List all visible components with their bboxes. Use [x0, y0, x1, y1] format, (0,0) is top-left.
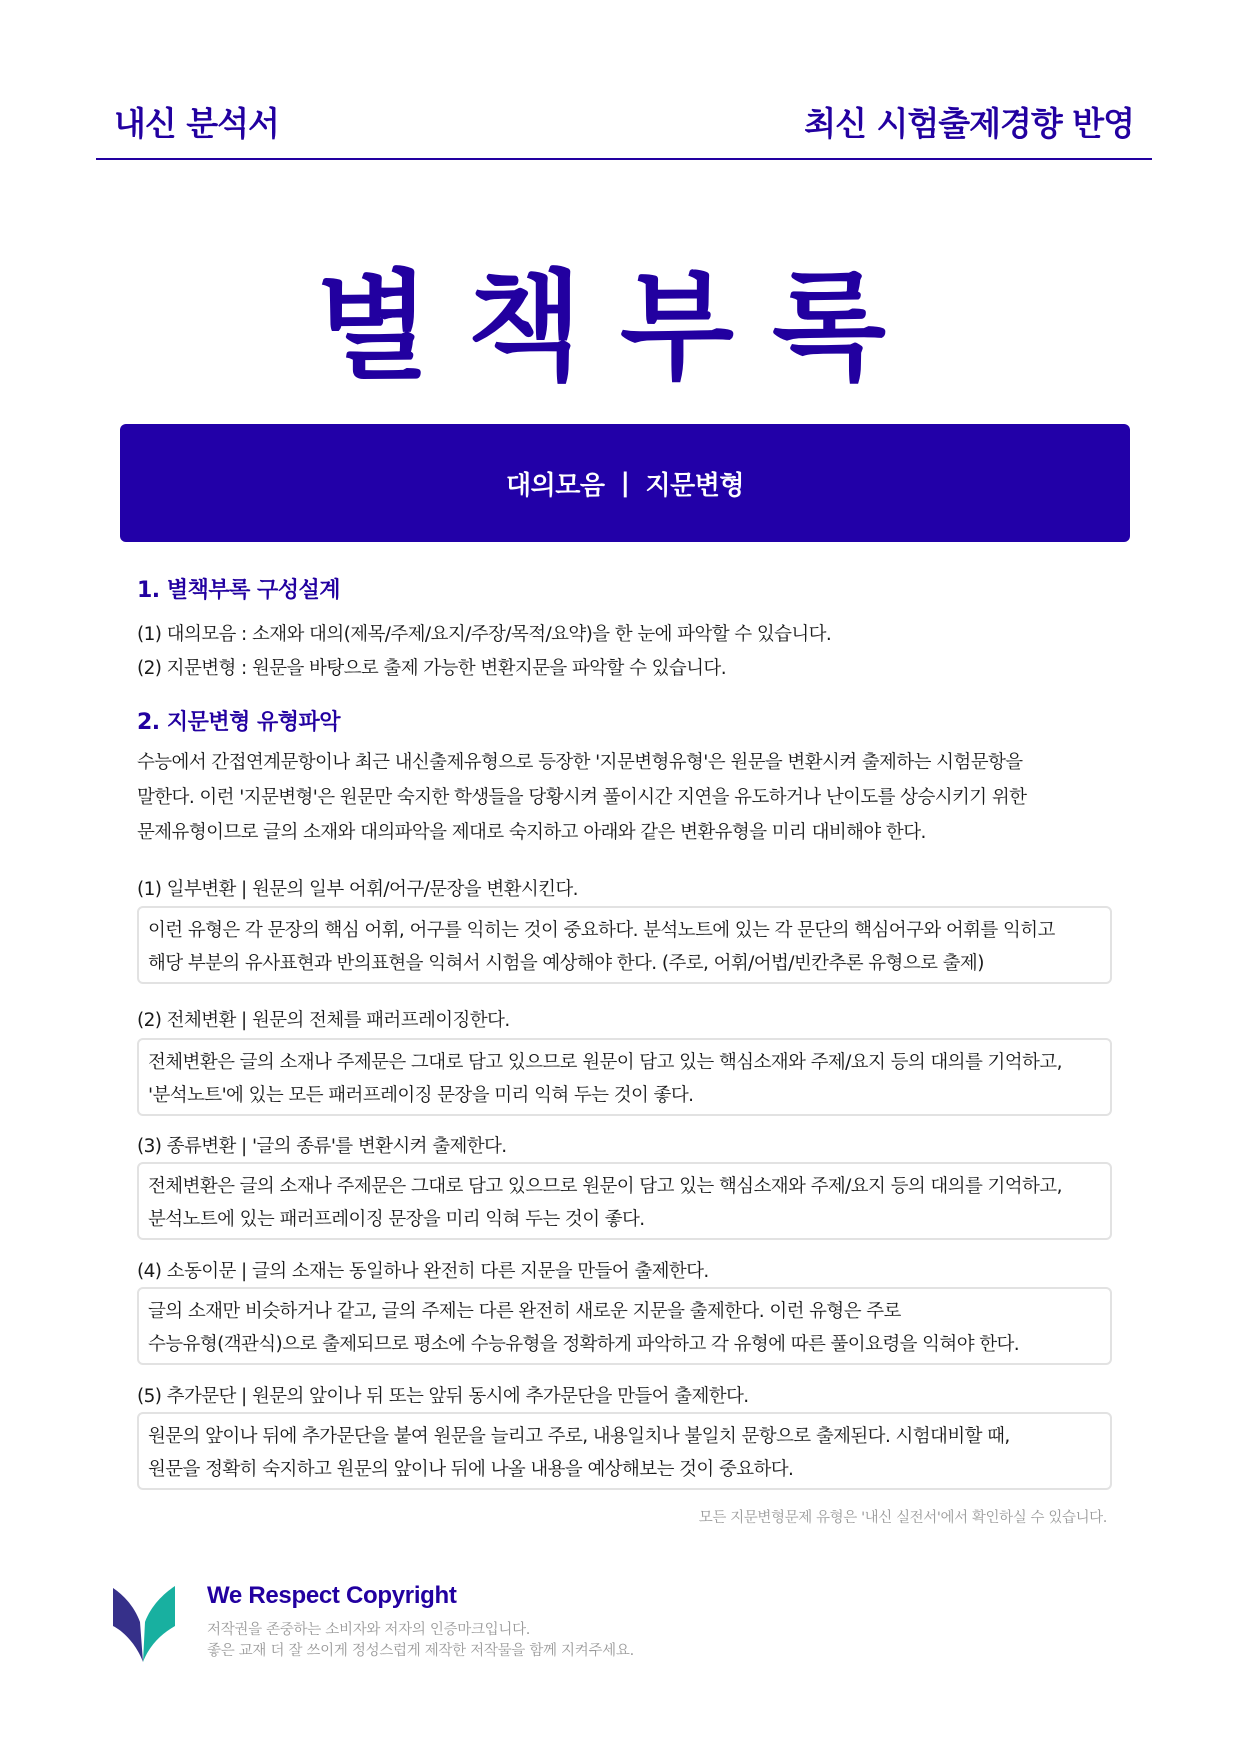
type-box-line: 전체변환은 글의 소재나 주제문은 그대로 담고 있으므로 원문이 담고 있는 핵심소재와 주제/요지 등의 대의를 기억하고, [148, 1176, 1062, 1197]
section1-heading: 1. 별책부록 구성설계 [137, 578, 340, 603]
section1-item: (1) 대의모음 : 소재와 대의(제목/주제/요지/주장/목적/요약)을 한 눈에 파악할 수 있습니다. [137, 624, 832, 645]
type-label-added-paragraph: (5) 추가문단 | 원문의 앞이나 뒤 또는 앞뒤 동시에 추가문단을 만들어 출제한다. [137, 1386, 749, 1407]
reference-note: 모든 지문변형문제 유형은 '내신 실전서'에서 확인하실 수 있습니다. [698, 1510, 1107, 1526]
copyright-line: 저작권을 존중하는 소비자와 저자의 인증마크입니다. [207, 1622, 531, 1638]
page-header [96, 92, 1152, 162]
banner-right-label: 지문변형 [645, 470, 744, 501]
copyright-text [207, 1620, 634, 1662]
copyright-line: 좋은 교재 더 잘 쓰이게 정성스럽게 제작한 저작물을 함께 지켜주세요. [207, 1643, 634, 1659]
type-box-added-paragraph [137, 1412, 1112, 1490]
header-left-title: 내신 분석서 [114, 104, 279, 143]
banner-left-label: 대의모음 [506, 470, 605, 501]
section2-intro [137, 745, 1117, 850]
type-box-line: 분석노트에 있는 패러프레이징 문장을 미리 익혀 두는 것이 좋다. [148, 1209, 645, 1230]
type-box-line: 이런 유형은 각 문장의 핵심 어휘, 어구를 익히는 것이 중요하다. 분석노트에 있는 각 문단의 핵심어구와 어휘를 익히고 [148, 920, 1055, 941]
intro-line: 수능에서 간접연계문항이나 최근 내신출제유형으로 등장한 '지문변형유형'은 원문을 변환시켜 출제하는 시험문항을 [137, 752, 1023, 773]
section2-heading: 2. 지문변형 유형파악 [137, 710, 340, 735]
type-label-genre: (3) 종류변환 | '글의 종류'를 변환시켜 출제한다. [137, 1136, 507, 1157]
header-divider [96, 158, 1152, 160]
type-box-line: 글의 소재만 비슷하거나 같고, 글의 주제는 다른 완전히 새로운 지문을 출제한다. 이런 유형은 주로 [148, 1301, 901, 1322]
type-label-same-topic: (4) 소동이문 | 글의 소재는 동일하나 완전히 다른 지문을 만들어 출제한다. [137, 1261, 709, 1282]
type-box-line: 전체변환은 글의 소재나 주제문은 그대로 담고 있으므로 원문이 담고 있는 핵심소재와 주제/요지 등의 대의를 기억하고, [148, 1052, 1062, 1073]
type-box-genre [137, 1162, 1112, 1240]
header-right-title: 최신 시험출제경향 반영 [804, 104, 1134, 143]
cover-title: 별책부록 [316, 258, 924, 396]
intro-line: 문제유형이므로 글의 소재와 대의파악을 제대로 숙지하고 아래와 같은 변환유형을 미리 대비해야 한다. [137, 822, 926, 843]
type-label-partial: (1) 일부변환 | 원문의 일부 어휘/어구/문장을 변환시킨다. [137, 879, 578, 900]
contents-banner [120, 424, 1130, 542]
type-box-whole [137, 1038, 1112, 1116]
type-box-line: '분석노트'에 있는 모든 패러프레이징 문장을 미리 익혀 두는 것이 좋다. [148, 1085, 694, 1106]
intro-line: 말한다. 이런 '지문변형'은 원문만 숙지한 학생들을 당황시켜 풀이시간 지연을 유도하거나 난이도를 상승시키기 위한 [137, 787, 1027, 808]
section1-item: (2) 지문변형 : 원문을 바탕으로 출제 가능한 변환지문을 파악할 수 있습니다. [137, 658, 726, 679]
type-box-line: 원문을 정확히 숙지하고 원문의 앞이나 뒤에 나올 내용을 예상해보는 것이 중요하다. [148, 1459, 794, 1480]
copyright-title: We Respect Copyright [207, 1582, 457, 1609]
type-label-whole: (2) 전체변환 | 원문의 전체를 패러프레이징한다. [137, 1010, 510, 1031]
type-box-line: 수능유형(객관식)으로 출제되므로 평소에 수능유형을 정확하게 파악하고 각 유형에 따른 풀이요령을 익혀야 한다. [148, 1334, 1020, 1355]
copyright-v-logo-icon [113, 1586, 175, 1662]
banner-separator: | [620, 468, 630, 498]
type-box-same-topic [137, 1287, 1112, 1365]
type-box-partial [137, 906, 1112, 984]
type-box-line: 해당 부분의 유사표현과 반의표현을 익혀서 시험을 예상해야 한다. (주로, 어휘/어법/빈칸추론 유형으로 출제) [148, 953, 984, 974]
type-box-line: 원문의 앞이나 뒤에 추가문단을 붙여 원문을 늘리고 주로, 내용일치나 불일치 문항으로 출제된다. 시험대비할 때, [148, 1426, 1010, 1447]
